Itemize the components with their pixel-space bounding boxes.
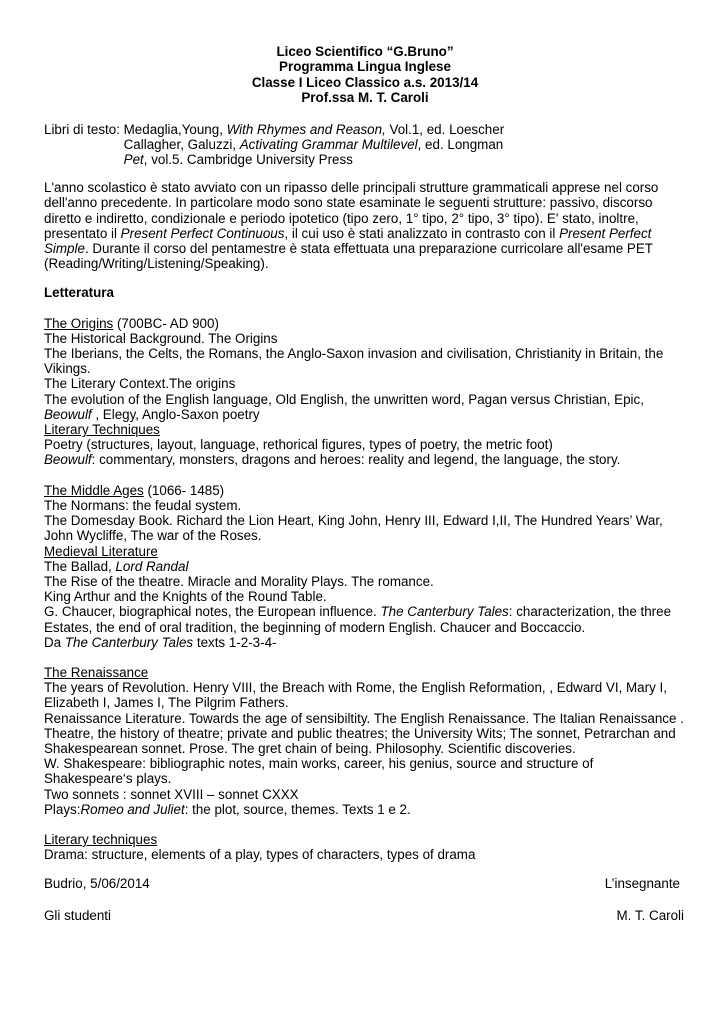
document-page	[44, 44, 684, 923]
program-title: Programma Lingua Inglese	[279, 59, 451, 75]
origins-line: The Literary Context.The origins	[44, 376, 236, 392]
section-origins	[44, 316, 684, 468]
middle-line: G. Chaucer, biographical notes, the European influence. The Canterbury Tales: characterization, the three Estates, the end of oral tradition, the beginning of modern English. Chaucer and Boccaccio.	[44, 604, 672, 635]
middle-line: The Ballad, Lord Randal	[44, 558, 189, 574]
document-header	[46, 44, 684, 106]
origins-subheading: Literary Techniques	[44, 422, 160, 438]
techniques-title: Literary techniques	[44, 831, 158, 847]
origins-line: The evolution of the English language, Old English, the unwritten word, Pagan versus Christian, Epic, Beowulf , Elegy, Anglo-Saxon poetry	[44, 391, 644, 422]
renaissance-title: The Renaissance	[44, 664, 149, 680]
renaissance-line: W. Shakespeare: bibliographic notes, main works, career, his genius, source and structure of Shakespeare‘s plays.	[44, 756, 594, 787]
origins-title: The Origins (700BC- AD 900)	[44, 315, 219, 331]
section-renaissance	[44, 665, 684, 817]
textbooks-list	[124, 122, 684, 168]
textbook-2: Callagher, Galuzzi, Activating Grammar Multilevel, ed. Longman	[123, 136, 504, 152]
teacher-label: L’insegnante	[604, 876, 680, 892]
origins-line: The Historical Background. The Origins	[44, 330, 278, 346]
place-date: Budrio, 5/06/2014	[44, 876, 150, 892]
middle-line: Da The Canterbury Tales texts 1-2-3-4-	[44, 634, 277, 650]
teacher-header: Prof.ssa M. T. Caroli	[301, 90, 429, 106]
textbooks-label: Libri di testo:	[44, 121, 124, 137]
middle-line: The Domesday Book. Richard the Lion Heart, King John, Henry III, Edward I,II, The Hundred Years’ War, John Wycliffe, The war of the Roses.	[44, 513, 663, 544]
textbook-3: Pet, vol.5. Cambridge University Press	[123, 152, 353, 168]
middle-line: The Rise of the theatre. Miracle and Morality Plays. The romance.	[44, 573, 434, 589]
school-name: Liceo Scientifico “G.Bruno”	[276, 44, 454, 59]
origins-line: Beowulf: commentary, monsters, dragons and heroes: reality and legend, the language, the story.	[44, 452, 621, 468]
techniques-line: Drama: structure, elements of a play, types of characters, types of drama	[44, 847, 476, 863]
teacher-name: M. T. Caroli	[616, 907, 684, 923]
origins-line: The Iberians, the Celts, the Romans, the Anglo-Saxon invasion and civilisation, Christianity in Britain, the Vikings.	[44, 346, 664, 377]
middle-line: King Arthur and the Knights of the Round Table.	[44, 589, 327, 605]
class-year: Classe I Liceo Classico a.s. 2013/14	[251, 74, 479, 90]
section-heading: Letteratura	[44, 285, 114, 301]
textbook-1: Medaglia,Young, With Rhymes and Reason, Vol.1, ed. Loescher	[123, 121, 505, 137]
renaissance-line: The years of Revolution. Henry VIII, the Breach with Rome, the English Reformation, , Edward VI, Mary I, Elizabeth I, James I, The Pilgrim Fathers.	[44, 680, 667, 711]
signature-row-1	[44, 876, 684, 891]
middle-subheading: Medieval Literature	[44, 543, 158, 559]
section-middle-ages	[44, 483, 684, 650]
intro-paragraph: L'anno scolastico è stato avviato con un ripasso delle principali strutture grammaticali apprese nel corso dell'anno precedente. In particolare modo sono state esaminate le seguenti strutture: passivo, discorso diretto e indiretto, condizionale e periodo ipotetico (tipo zero, 1° tipo, 2° tipo, 3° tipo). E' stato, inoltre, presentato il Present Perfect Continuous, il cui uso è stati analizzato in contrasto con il Present Perfect Simple. Durante il corso del pentamestre è stata effettuata una preparazione curricolare all'esame PET (Reading/Writing/Listening/Speaking).	[44, 180, 659, 272]
renaissance-line: Plays:Romeo and Juliet: the plot, source, themes. Texts 1 e 2.	[44, 801, 411, 817]
signature-row-2	[44, 908, 684, 923]
renaissance-line: Renaissance Literature. Towards the age of sensibiltity. The English Renaissance. The Italian Renaissance . Theatre, the history of theatre; private and public theatres; the University Wits; The sonnet, Petrarchan and Shakespearean sonnet. Prose. The gret chain of being. Philosophy. Scientific discoveries.	[44, 710, 684, 756]
middle-title: The Middle Ages (1066- 1485)	[44, 482, 225, 498]
origins-line: Poetry (structures, layout, language, rethorical figures, types of poetry, the metric foot)	[44, 437, 553, 453]
section-techniques	[44, 832, 684, 862]
renaissance-line: Two sonnets : sonnet XVIII – sonnet CXXX	[44, 786, 299, 802]
textbooks	[44, 122, 684, 168]
students-label: Gli studenti	[44, 907, 111, 923]
middle-line: The Normans: the feudal system.	[44, 497, 242, 513]
